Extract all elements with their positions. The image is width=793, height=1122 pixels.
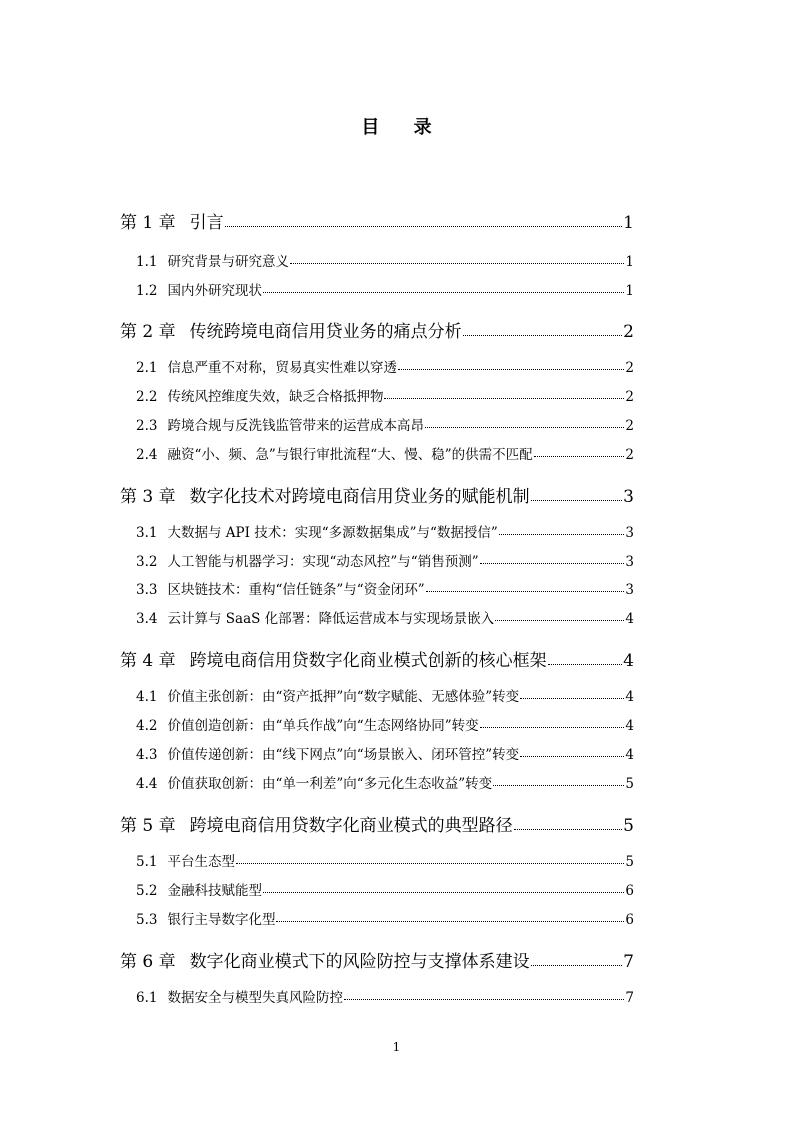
- toc-entry-label: [120, 811, 513, 836]
- dot-leader: [398, 369, 624, 370]
- toc-entry-text: 传统跨境电商信用贷业务的痛点分析: [189, 322, 462, 342]
- dot-leader: [290, 263, 624, 264]
- toc-entry-text: 区块链技术：重构“信任链条”与“资金闭环”: [167, 582, 425, 598]
- toc-entry-number: 2.2: [136, 389, 158, 405]
- toc-page-number: 1: [625, 283, 634, 299]
- dot-leader: [344, 999, 624, 1000]
- toc-entry-text: 研究背景与研究意义: [167, 254, 289, 270]
- toc-section-entry[interactable]: [136, 385, 634, 405]
- toc-entry-number: 2.3: [136, 418, 158, 434]
- toc-entry-number: 2.1: [136, 360, 158, 376]
- toc-page-number: 7: [623, 952, 634, 972]
- toc-chapter-entry[interactable]: [120, 646, 634, 671]
- toc-entry-text: 融资“小、频、急”与银行审批流程“大、慢、稳”的供需不匹配: [167, 447, 533, 463]
- toc-entry-label: [136, 685, 519, 705]
- toc-entry-label: [136, 550, 479, 570]
- toc-page-number: 1: [623, 213, 634, 233]
- dot-leader: [531, 500, 623, 501]
- toc-chapter-entry[interactable]: [120, 208, 634, 233]
- toc-entry-number: 4.2: [136, 718, 158, 734]
- toc-entry-number: 5.3: [136, 912, 158, 928]
- toc-page-number: 2: [625, 360, 634, 376]
- toc-page-number: 3: [623, 487, 634, 507]
- toc-chapter-entry[interactable]: [120, 947, 634, 972]
- toc-entry-text: 传统风控维度失效，缺乏合格抵押物: [167, 389, 384, 405]
- toc-page-number: 6: [625, 912, 634, 928]
- toc-section-entry[interactable]: [136, 685, 634, 705]
- dot-leader: [531, 965, 623, 966]
- toc-entry-label: [136, 250, 289, 270]
- toc-entry-number: 3.1: [136, 525, 158, 541]
- toc-entry-label: [120, 947, 530, 972]
- toc-entry-label: [120, 208, 224, 233]
- dot-leader: [463, 335, 623, 336]
- toc-section-entry[interactable]: [136, 356, 634, 376]
- toc-entry-text: 跨境电商信用贷数字化商业模式的典型路径: [189, 816, 513, 836]
- toc-entry-number: 3.2: [136, 554, 158, 570]
- toc-entry-label: [136, 772, 492, 792]
- toc-section-entry[interactable]: [136, 879, 634, 899]
- toc-page-number: 4: [625, 611, 634, 627]
- dot-leader: [495, 620, 624, 621]
- toc-entry-number: 3.4: [136, 611, 158, 627]
- toc-entry-text: 价值传递创新：由“线下网点”向“场景嵌入、闭环管控”转变: [167, 747, 520, 763]
- toc-entry-text: 国内外研究现状: [167, 283, 262, 299]
- toc-page-number: 2: [625, 418, 634, 434]
- toc-entry-text: 跨境电商信用贷数字化商业模式创新的核心框架: [189, 651, 547, 671]
- toc-entry-number: 4.3: [136, 747, 158, 763]
- toc-entry-text: 数字化技术对跨境电商信用贷业务的赋能机制: [189, 487, 530, 507]
- toc-section-entry[interactable]: [136, 772, 634, 792]
- toc-entry-label: [136, 521, 498, 541]
- toc-entry-text: 云计算与 SaaS 化部署：降低运营成本与实现场景嵌入: [167, 611, 495, 627]
- toc-section-entry[interactable]: [136, 279, 634, 299]
- page-number: 1: [392, 1040, 401, 1054]
- toc-entry-label: [136, 986, 343, 1006]
- dot-leader: [499, 534, 625, 535]
- toc-entry-number: 第 1 章: [120, 213, 176, 233]
- toc-page-number: 3: [625, 525, 634, 541]
- toc-entry-text: 大数据与 API 技术：实现“多源数据集成”与“数据授信”: [167, 525, 498, 541]
- dot-leader: [548, 664, 623, 665]
- toc-entry-number: 4.4: [136, 776, 158, 792]
- toc-entry-label: [120, 317, 462, 342]
- dot-leader: [425, 427, 624, 428]
- toc-page-number: 3: [625, 582, 634, 598]
- toc-entry-label: [136, 714, 479, 734]
- toc-section-entry[interactable]: [136, 578, 634, 598]
- toc-entry-label: [136, 443, 533, 463]
- toc-entry-label: [136, 908, 275, 928]
- toc-entry-label: [136, 743, 519, 763]
- toc-page-number: 3: [625, 554, 634, 570]
- toc-entry-text: 跨境合规与反洗钱监管带来的运营成本高昂: [167, 418, 424, 434]
- toc-entry-text: 银行主导数字化型: [167, 912, 276, 928]
- dot-leader: [514, 829, 623, 830]
- toc-entry-label: [136, 356, 397, 376]
- toc-section-entry[interactable]: [136, 414, 634, 434]
- toc-section-entry[interactable]: [136, 850, 634, 870]
- toc-entry-text: 数字化商业模式下的风险防控与支撑体系建设: [189, 952, 530, 972]
- toc-page-number: 4: [625, 747, 634, 763]
- toc-entry-number: 5.1: [136, 854, 158, 870]
- toc-entry-text: 价值创造创新：由“单兵作战”向“生态网络协同”转变: [167, 718, 479, 734]
- dot-leader: [276, 921, 624, 922]
- toc-entry-number: 4.1: [136, 689, 158, 705]
- toc-section-entry[interactable]: [136, 443, 634, 463]
- toc-entry-number: 3.3: [136, 582, 158, 598]
- dot-leader: [480, 563, 625, 564]
- toc-chapter-entry[interactable]: [120, 482, 634, 507]
- toc-page-number: 6: [625, 883, 634, 899]
- toc-entry-label: [136, 414, 424, 434]
- toc-entry-number: 2.4: [136, 447, 158, 463]
- toc-page-number: 2: [625, 389, 634, 405]
- toc-entry-label: [136, 578, 425, 598]
- dot-leader: [384, 398, 624, 399]
- toc-entry-text: 人工智能与机器学习：实现“动态风控”与“销售预测”: [167, 554, 479, 570]
- dot-leader: [263, 292, 624, 293]
- toc-entry-number: 第 5 章: [120, 816, 176, 836]
- dot-leader: [236, 863, 624, 864]
- toc-page-number: 4: [625, 718, 634, 734]
- toc-entry-text: 数据安全与模型失真风险防控: [167, 990, 343, 1006]
- toc-section-entry[interactable]: [136, 550, 634, 570]
- toc-entry-number: 第 3 章: [120, 487, 176, 507]
- toc-entry-label: [136, 279, 262, 299]
- toc-entry-number: 5.2: [136, 883, 158, 899]
- toc-chapter-entry[interactable]: [120, 317, 634, 342]
- dot-leader: [480, 727, 625, 728]
- toc-entry-text: 引言: [189, 213, 224, 233]
- toc-entry-label: [136, 385, 383, 405]
- toc-entry-number: 1.2: [136, 283, 158, 299]
- dot-leader: [225, 226, 623, 227]
- toc-section-entry[interactable]: [136, 986, 634, 1006]
- toc-page-number: 5: [625, 854, 634, 870]
- toc-entry-text: 价值主张创新：由“资产抵押”向“数字赋能、无感体验”转变: [167, 689, 520, 705]
- toc-entry-label: [136, 879, 262, 899]
- dot-leader: [520, 756, 624, 757]
- toc-page-number: 1: [625, 254, 634, 270]
- toc-section-entry[interactable]: [136, 743, 634, 763]
- dot-leader: [534, 456, 625, 457]
- toc-section-entry[interactable]: [136, 908, 634, 928]
- toc-chapter-entry[interactable]: [120, 811, 634, 836]
- toc-entry-label: [136, 607, 494, 627]
- toc-entry-number: 1.1: [136, 254, 158, 270]
- toc-entry-text: 价值获取创新：由“单一利差”向“多元化生态收益”转变: [167, 776, 493, 792]
- toc-section-entry[interactable]: [136, 250, 634, 270]
- toc-title: 目 录: [361, 117, 446, 138]
- toc-entry-text: 金融科技赋能型: [167, 883, 262, 899]
- toc-page-number: 4: [623, 651, 634, 671]
- toc-page-number: 4: [625, 689, 634, 705]
- toc-entry-number: 第 2 章: [120, 322, 176, 342]
- toc-entry-number: 第 6 章: [120, 952, 176, 972]
- toc-entry-label: [136, 850, 235, 870]
- toc-entry-number: 第 4 章: [120, 651, 176, 671]
- dot-leader: [493, 785, 624, 786]
- toc-page-number: 2: [625, 447, 634, 463]
- toc-entry-label: [120, 646, 547, 671]
- toc-section-entry[interactable]: [136, 714, 634, 734]
- toc-page-number: 5: [625, 776, 634, 792]
- toc-entry-label: [120, 482, 530, 507]
- dot-leader: [426, 591, 625, 592]
- toc-section-entry[interactable]: [136, 607, 634, 627]
- dot-leader: [520, 698, 624, 699]
- toc-page-number: 7: [625, 990, 634, 1006]
- toc-entry-text: 平台生态型: [167, 854, 235, 870]
- toc-section-entry[interactable]: [136, 521, 634, 541]
- toc-entry-text: 信息严重不对称，贸易真实性难以穿透: [167, 360, 397, 376]
- toc-entry-number: 6.1: [136, 990, 158, 1006]
- toc-page-number: 5: [623, 816, 634, 836]
- toc-page-number: 2: [623, 322, 634, 342]
- dot-leader: [263, 892, 624, 893]
